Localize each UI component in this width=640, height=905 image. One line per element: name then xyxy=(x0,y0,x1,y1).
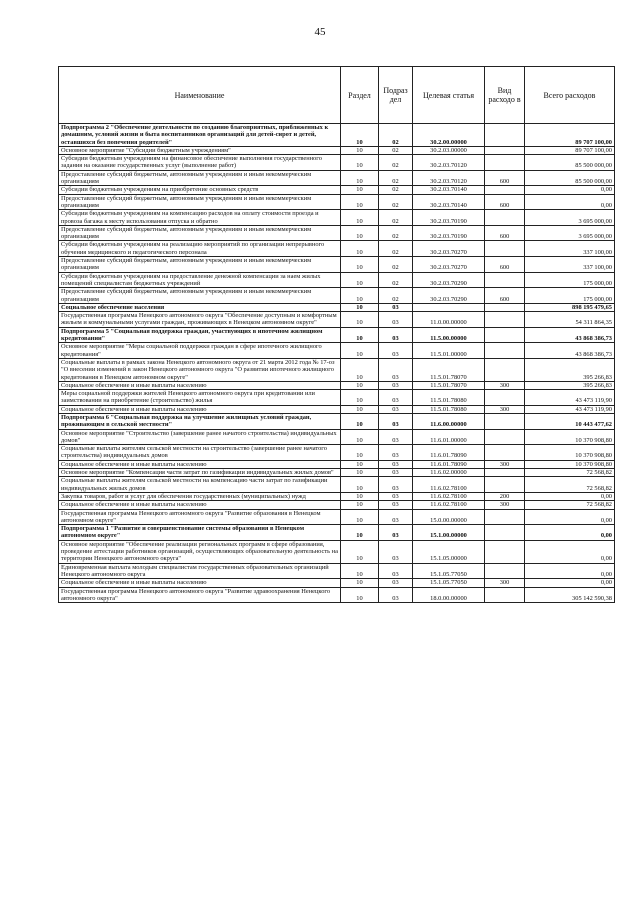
row-section: 10 xyxy=(341,501,379,509)
row-section: 10 xyxy=(341,343,379,359)
row-total: 54 311 864,35 xyxy=(525,312,615,328)
row-section: 10 xyxy=(341,509,379,525)
row-name: Субсидии бюджетным учреждениям на компенсацию расходов на оплату стоимости проезда и провоза багажа к месту использования отпуска и обратно xyxy=(59,210,341,226)
row-name: Предоставление субсидий бюджетным, автономным учреждениям и иным некоммерческим организациям xyxy=(59,257,341,273)
budget-table xyxy=(58,66,615,603)
row-subsection: 02 xyxy=(379,241,413,257)
row-section: 10 xyxy=(341,381,379,389)
row-subsection: 02 xyxy=(379,194,413,210)
table-row xyxy=(59,525,615,541)
row-expense-type xyxy=(485,210,525,226)
row-subsection: 03 xyxy=(379,358,413,381)
row-name: Предоставление субсидий бюджетным, автономным учреждениям и иным некоммерческим организациям xyxy=(59,225,341,241)
row-expense-type: 300 xyxy=(485,501,525,509)
row-target xyxy=(413,303,485,311)
row-target: 11.5.01.00000 xyxy=(413,343,485,359)
row-total: 72 568,82 xyxy=(525,501,615,509)
row-expense-type xyxy=(485,413,525,429)
row-target: 11.6.01.78090 xyxy=(413,460,485,468)
row-subsection: 02 xyxy=(379,146,413,154)
row-section: 10 xyxy=(341,358,379,381)
table-row xyxy=(59,257,615,273)
row-target: 11.5.01.78080 xyxy=(413,405,485,413)
row-expense-type: 600 xyxy=(485,194,525,210)
row-section: 10 xyxy=(341,124,379,147)
table-row xyxy=(59,327,615,343)
row-expense-type: 600 xyxy=(485,288,525,304)
row-expense-type xyxy=(485,343,525,359)
row-name: Подпрограмма 1 "Развитие и совершенствование системы образования в Ненецком автономном округе" xyxy=(59,525,341,541)
header-subsection: Подраз дел xyxy=(379,67,413,124)
table-row xyxy=(59,146,615,154)
table-row xyxy=(59,477,615,493)
row-subsection: 03 xyxy=(379,413,413,429)
row-target: 11.6.02.00000 xyxy=(413,469,485,477)
row-expense-type xyxy=(485,587,525,603)
row-name: Социальное обеспечение и иные выплаты населению xyxy=(59,381,341,389)
row-target: 30.2.03.70140 xyxy=(413,186,485,194)
row-subsection: 02 xyxy=(379,257,413,273)
row-section: 10 xyxy=(341,405,379,413)
row-subsection: 03 xyxy=(379,327,413,343)
table-row xyxy=(59,540,615,563)
table-row xyxy=(59,312,615,328)
row-target: 30.2.03.70270 xyxy=(413,241,485,257)
row-name: Государственная программа Ненецкого автономного округа "Развитие здравоохранения Ненецкого автономного округа" xyxy=(59,587,341,603)
row-name: Социальное обеспечение и иные выплаты населению xyxy=(59,460,341,468)
row-expense-type xyxy=(485,358,525,381)
row-target: 30.2.03.70190 xyxy=(413,210,485,226)
row-subsection: 02 xyxy=(379,155,413,171)
table-row xyxy=(59,460,615,468)
row-target: 30.2.00.00000 xyxy=(413,124,485,147)
row-subsection: 02 xyxy=(379,124,413,147)
row-total: 89 707 100,00 xyxy=(525,146,615,154)
row-total: 175 000,00 xyxy=(525,272,615,288)
row-subsection: 03 xyxy=(379,579,413,587)
table-row xyxy=(59,579,615,587)
row-target: 30.2.03.70140 xyxy=(413,194,485,210)
row-target: 18.0.00.00000 xyxy=(413,587,485,603)
table-header-row xyxy=(59,67,615,124)
row-subsection: 03 xyxy=(379,405,413,413)
row-name: Государственная программа Ненецкого автономного округа "Обеспечение доступным и комфортным жильем и коммунальными услугами граждан, проживающих в Ненецком автономном округе" xyxy=(59,312,341,328)
row-name: Подпрограмма 2 "Обеспечение деятельности по созданию благоприятных, приближенных к домашним, условий жизни и быта воспитанников организаций для детей-сирот и детей, оставшихся без попечения родителей" xyxy=(59,124,341,147)
row-target: 11.6.02.78100 xyxy=(413,501,485,509)
row-name: Предоставление субсидий бюджетным, автономным учреждениям и иным некоммерческим организациям xyxy=(59,170,341,186)
table-row xyxy=(59,288,615,304)
row-expense-type xyxy=(485,525,525,541)
row-target: 11.5.01.78070 xyxy=(413,381,485,389)
row-total: 72 568,82 xyxy=(525,469,615,477)
row-section: 10 xyxy=(341,492,379,500)
row-subsection: 03 xyxy=(379,492,413,500)
row-total: 0,00 xyxy=(525,540,615,563)
row-subsection: 03 xyxy=(379,525,413,541)
row-name: Социальное обеспечение и иные выплаты населению xyxy=(59,405,341,413)
row-expense-type xyxy=(485,327,525,343)
row-expense-type xyxy=(485,445,525,461)
row-section: 10 xyxy=(341,413,379,429)
row-subsection: 03 xyxy=(379,509,413,525)
table-row xyxy=(59,343,615,359)
row-subsection: 03 xyxy=(379,469,413,477)
row-target: 11.0.00.00000 xyxy=(413,312,485,328)
row-subsection: 03 xyxy=(379,587,413,603)
header-section: Раздел xyxy=(341,67,379,124)
row-name: Закупка товаров, работ и услуг для обеспечения государственных (муниципальных) нужд xyxy=(59,492,341,500)
row-name: Социальное обеспечение и иные выплаты населению xyxy=(59,579,341,587)
row-target: 11.5.00.00000 xyxy=(413,327,485,343)
row-subsection: 02 xyxy=(379,210,413,226)
row-subsection: 03 xyxy=(379,390,413,406)
table-row xyxy=(59,210,615,226)
row-expense-type xyxy=(485,124,525,147)
row-section: 10 xyxy=(341,257,379,273)
table-row xyxy=(59,445,615,461)
row-section: 10 xyxy=(341,587,379,603)
row-target: 15.1.05.00000 xyxy=(413,540,485,563)
row-total: 0,00 xyxy=(525,579,615,587)
table-row xyxy=(59,587,615,603)
row-total: 0,00 xyxy=(525,186,615,194)
table-row xyxy=(59,390,615,406)
table-row xyxy=(59,194,615,210)
row-total: 0,00 xyxy=(525,492,615,500)
row-expense-type xyxy=(485,563,525,579)
row-expense-type xyxy=(485,155,525,171)
row-total: 43 868 386,73 xyxy=(525,327,615,343)
row-name: Субсидии бюджетным учреждениям на приобретение основных средств xyxy=(59,186,341,194)
row-total: 3 695 000,00 xyxy=(525,225,615,241)
row-target: 11.5.01.78080 xyxy=(413,390,485,406)
row-target: 15.1.05.77050 xyxy=(413,579,485,587)
row-expense-type: 300 xyxy=(485,405,525,413)
row-target: 11.6.01.00000 xyxy=(413,429,485,445)
table-row xyxy=(59,272,615,288)
row-target: 11.6.00.00000 xyxy=(413,413,485,429)
row-expense-type: 300 xyxy=(485,579,525,587)
header-total: Всего расходов xyxy=(525,67,615,124)
row-subsection: 03 xyxy=(379,343,413,359)
row-total: 10 443 477,62 xyxy=(525,413,615,429)
row-name: Подпрограмма 6 "Социальная поддержка на улучшение жилищных условий граждан, проживающим в сельской местности" xyxy=(59,413,341,429)
table-row xyxy=(59,413,615,429)
row-section: 10 xyxy=(341,225,379,241)
table-row xyxy=(59,381,615,389)
row-target: 15.0.00.00000 xyxy=(413,509,485,525)
row-expense-type: 300 xyxy=(485,460,525,468)
table-row xyxy=(59,155,615,171)
row-total: 10 370 908,80 xyxy=(525,445,615,461)
header-target: Целевая статья xyxy=(413,67,485,124)
row-name: Социальные выплаты в рамках закона Ненецкого автономного округа от 21 марта 2012 года № 17-оз "О внесении изменений в закон Ненецкого автономного округа "О развитии ипотечного жилищного кредитования в Ненецком автономном округе" xyxy=(59,358,341,381)
row-name: Основное мероприятие "Компенсация части затрат по газификации индивидуальных жилых домов" xyxy=(59,469,341,477)
row-total: 10 370 908,80 xyxy=(525,460,615,468)
table-row xyxy=(59,469,615,477)
row-section: 10 xyxy=(341,170,379,186)
row-name: Предоставление субсидий бюджетным, автономным учреждениям и иным некоммерческим организациям xyxy=(59,194,341,210)
row-total: 85 500 000,00 xyxy=(525,170,615,186)
row-section: 10 xyxy=(341,579,379,587)
row-expense-type: 600 xyxy=(485,257,525,273)
row-name: Социальные выплаты жителям сельской местности на компенсацию части затрат по газификации индивидуальных жилых домов xyxy=(59,477,341,493)
row-section: 10 xyxy=(341,241,379,257)
row-name: Субсидии бюджетным учреждениям на реализацию мероприятий по организации непрерывного обучения медицинского и педагогического персонала xyxy=(59,241,341,257)
row-name: Основное мероприятие "Субсидии бюджетным учреждениям" xyxy=(59,146,341,154)
row-expense-type xyxy=(485,477,525,493)
row-section: 10 xyxy=(341,146,379,154)
row-target: 15.1.00.00000 xyxy=(413,525,485,541)
table-row xyxy=(59,492,615,500)
table-row xyxy=(59,509,615,525)
row-subsection: 02 xyxy=(379,272,413,288)
row-name: Субсидии бюджетным учреждениям на финансовое обеспечение выполнения государственного задания на оказание государственных услуг (выполнение работ) xyxy=(59,155,341,171)
row-name: Социальное обеспечение и иные выплаты населению xyxy=(59,501,341,509)
row-subsection: 03 xyxy=(379,563,413,579)
row-expense-type xyxy=(485,509,525,525)
table-row xyxy=(59,358,615,381)
table-body xyxy=(59,124,615,603)
row-target: 11.5.01.78070 xyxy=(413,358,485,381)
row-subsection: 03 xyxy=(379,312,413,328)
row-name: Меры социальной поддержки жителей Ненецкого автономного округа при кредитовании или заимствовании на приобретение (строительство) жилья xyxy=(59,390,341,406)
row-total: 89 707 100,00 xyxy=(525,124,615,147)
row-expense-type: 200 xyxy=(485,492,525,500)
row-expense-type xyxy=(485,303,525,311)
row-total: 0,00 xyxy=(525,563,615,579)
row-total: 43 868 386,73 xyxy=(525,343,615,359)
row-expense-type xyxy=(485,469,525,477)
row-name: Подпрограмма 5 "Социальная поддержка граждан, участвующих в ипотечном жилищном кредитовании" xyxy=(59,327,341,343)
row-total: 305 142 590,38 xyxy=(525,587,615,603)
row-subsection: 02 xyxy=(379,288,413,304)
row-section: 10 xyxy=(341,540,379,563)
table-row xyxy=(59,405,615,413)
row-subsection: 02 xyxy=(379,186,413,194)
row-name: Социальное обеспечение населения xyxy=(59,303,341,311)
table-row xyxy=(59,186,615,194)
row-subsection: 03 xyxy=(379,540,413,563)
row-section: 10 xyxy=(341,288,379,304)
row-expense-type xyxy=(485,272,525,288)
row-target: 30.2.03.70290 xyxy=(413,288,485,304)
row-target: 11.6.02.78100 xyxy=(413,492,485,500)
row-expense-type xyxy=(485,241,525,257)
row-section: 10 xyxy=(341,445,379,461)
row-expense-type: 300 xyxy=(485,381,525,389)
row-name: Предоставление субсидий бюджетным, автономным учреждениям и иным некоммерческим организациям xyxy=(59,288,341,304)
row-name: Государственная программа Ненецкого автономного округа "Развитие образования в Ненецком автономном округе" xyxy=(59,509,341,525)
row-target: 30.2.03.70270 xyxy=(413,257,485,273)
row-total: 72 568,82 xyxy=(525,477,615,493)
row-expense-type xyxy=(485,146,525,154)
row-subsection: 03 xyxy=(379,429,413,445)
row-name: Основное мероприятие "Меры социальной поддержки граждан в сфере ипотечного жилищного кредитования" xyxy=(59,343,341,359)
row-total: 85 500 000,00 xyxy=(525,155,615,171)
row-subsection: 03 xyxy=(379,303,413,311)
row-total: 175 000,00 xyxy=(525,288,615,304)
row-target: 15.1.05.77050 xyxy=(413,563,485,579)
row-total: 337 100,00 xyxy=(525,241,615,257)
row-subsection: 03 xyxy=(379,381,413,389)
table-row xyxy=(59,303,615,311)
row-subsection: 03 xyxy=(379,460,413,468)
header-expense-type: Вид расходо в xyxy=(485,67,525,124)
row-subsection: 03 xyxy=(379,477,413,493)
table-row xyxy=(59,563,615,579)
row-name: Основное мероприятие "Обеспечение реализации региональных программ в сфере образования, проведение аттестации работников организаций, осуществляющих образовательную деятельность на территории Ненецкого автономного округа" xyxy=(59,540,341,563)
row-section: 10 xyxy=(341,303,379,311)
page-number: 45 xyxy=(314,26,326,38)
row-section: 10 xyxy=(341,429,379,445)
row-total: 43 473 119,90 xyxy=(525,405,615,413)
row-section: 10 xyxy=(341,327,379,343)
row-section: 10 xyxy=(341,563,379,579)
row-expense-type xyxy=(485,390,525,406)
row-total: 337 100,00 xyxy=(525,257,615,273)
row-name: Субсидии бюджетным учреждениям на предоставление денежной компенсации за наем жилых помещений специалистам бюджетных учреждений xyxy=(59,272,341,288)
table-row xyxy=(59,429,615,445)
row-subsection: 03 xyxy=(379,445,413,461)
row-section: 10 xyxy=(341,272,379,288)
table-row xyxy=(59,501,615,509)
row-expense-type xyxy=(485,312,525,328)
row-target: 30.2.03.70120 xyxy=(413,170,485,186)
row-name: Единовременная выплата молодым специалистам государственных образовательных организаций Ненецкого автономного округа xyxy=(59,563,341,579)
row-subsection: 02 xyxy=(379,225,413,241)
row-subsection: 02 xyxy=(379,170,413,186)
row-subsection: 03 xyxy=(379,501,413,509)
row-section: 10 xyxy=(341,194,379,210)
row-target: 30.2.03.70190 xyxy=(413,225,485,241)
header-name: Наименование xyxy=(59,67,341,124)
table-row xyxy=(59,225,615,241)
row-section: 10 xyxy=(341,469,379,477)
row-expense-type: 600 xyxy=(485,170,525,186)
row-section: 10 xyxy=(341,525,379,541)
row-section: 10 xyxy=(341,312,379,328)
row-section: 10 xyxy=(341,155,379,171)
row-name: Основное мероприятие "Строительство (завершение ранее начатого строительства) индивидуальных домов" xyxy=(59,429,341,445)
row-section: 10 xyxy=(341,186,379,194)
row-total: 43 473 119,90 xyxy=(525,390,615,406)
row-section: 10 xyxy=(341,210,379,226)
row-name: Социальные выплаты жителям сельской местности на строительство (завершение ранее начатого строительства) индивидуальных домов xyxy=(59,445,341,461)
row-section: 10 xyxy=(341,460,379,468)
row-section: 10 xyxy=(341,477,379,493)
row-total: 0,00 xyxy=(525,509,615,525)
row-total: 10 370 908,80 xyxy=(525,429,615,445)
row-target: 30.2.03.00000 xyxy=(413,146,485,154)
row-expense-type xyxy=(485,540,525,563)
table-row xyxy=(59,170,615,186)
row-total: 0,00 xyxy=(525,194,615,210)
row-total: 395 266,83 xyxy=(525,358,615,381)
row-expense-type xyxy=(485,186,525,194)
table-row xyxy=(59,241,615,257)
row-total: 898 195 479,65 xyxy=(525,303,615,311)
row-section: 10 xyxy=(341,390,379,406)
row-expense-type xyxy=(485,429,525,445)
row-expense-type: 600 xyxy=(485,225,525,241)
table-row xyxy=(59,124,615,147)
row-target: 11.6.02.78100 xyxy=(413,477,485,493)
row-total: 3 695 000,00 xyxy=(525,210,615,226)
row-total: 0,00 xyxy=(525,525,615,541)
row-target: 30.2.03.70290 xyxy=(413,272,485,288)
row-total: 395 266,83 xyxy=(525,381,615,389)
row-target: 11.6.01.78090 xyxy=(413,445,485,461)
row-target: 30.2.03.70120 xyxy=(413,155,485,171)
